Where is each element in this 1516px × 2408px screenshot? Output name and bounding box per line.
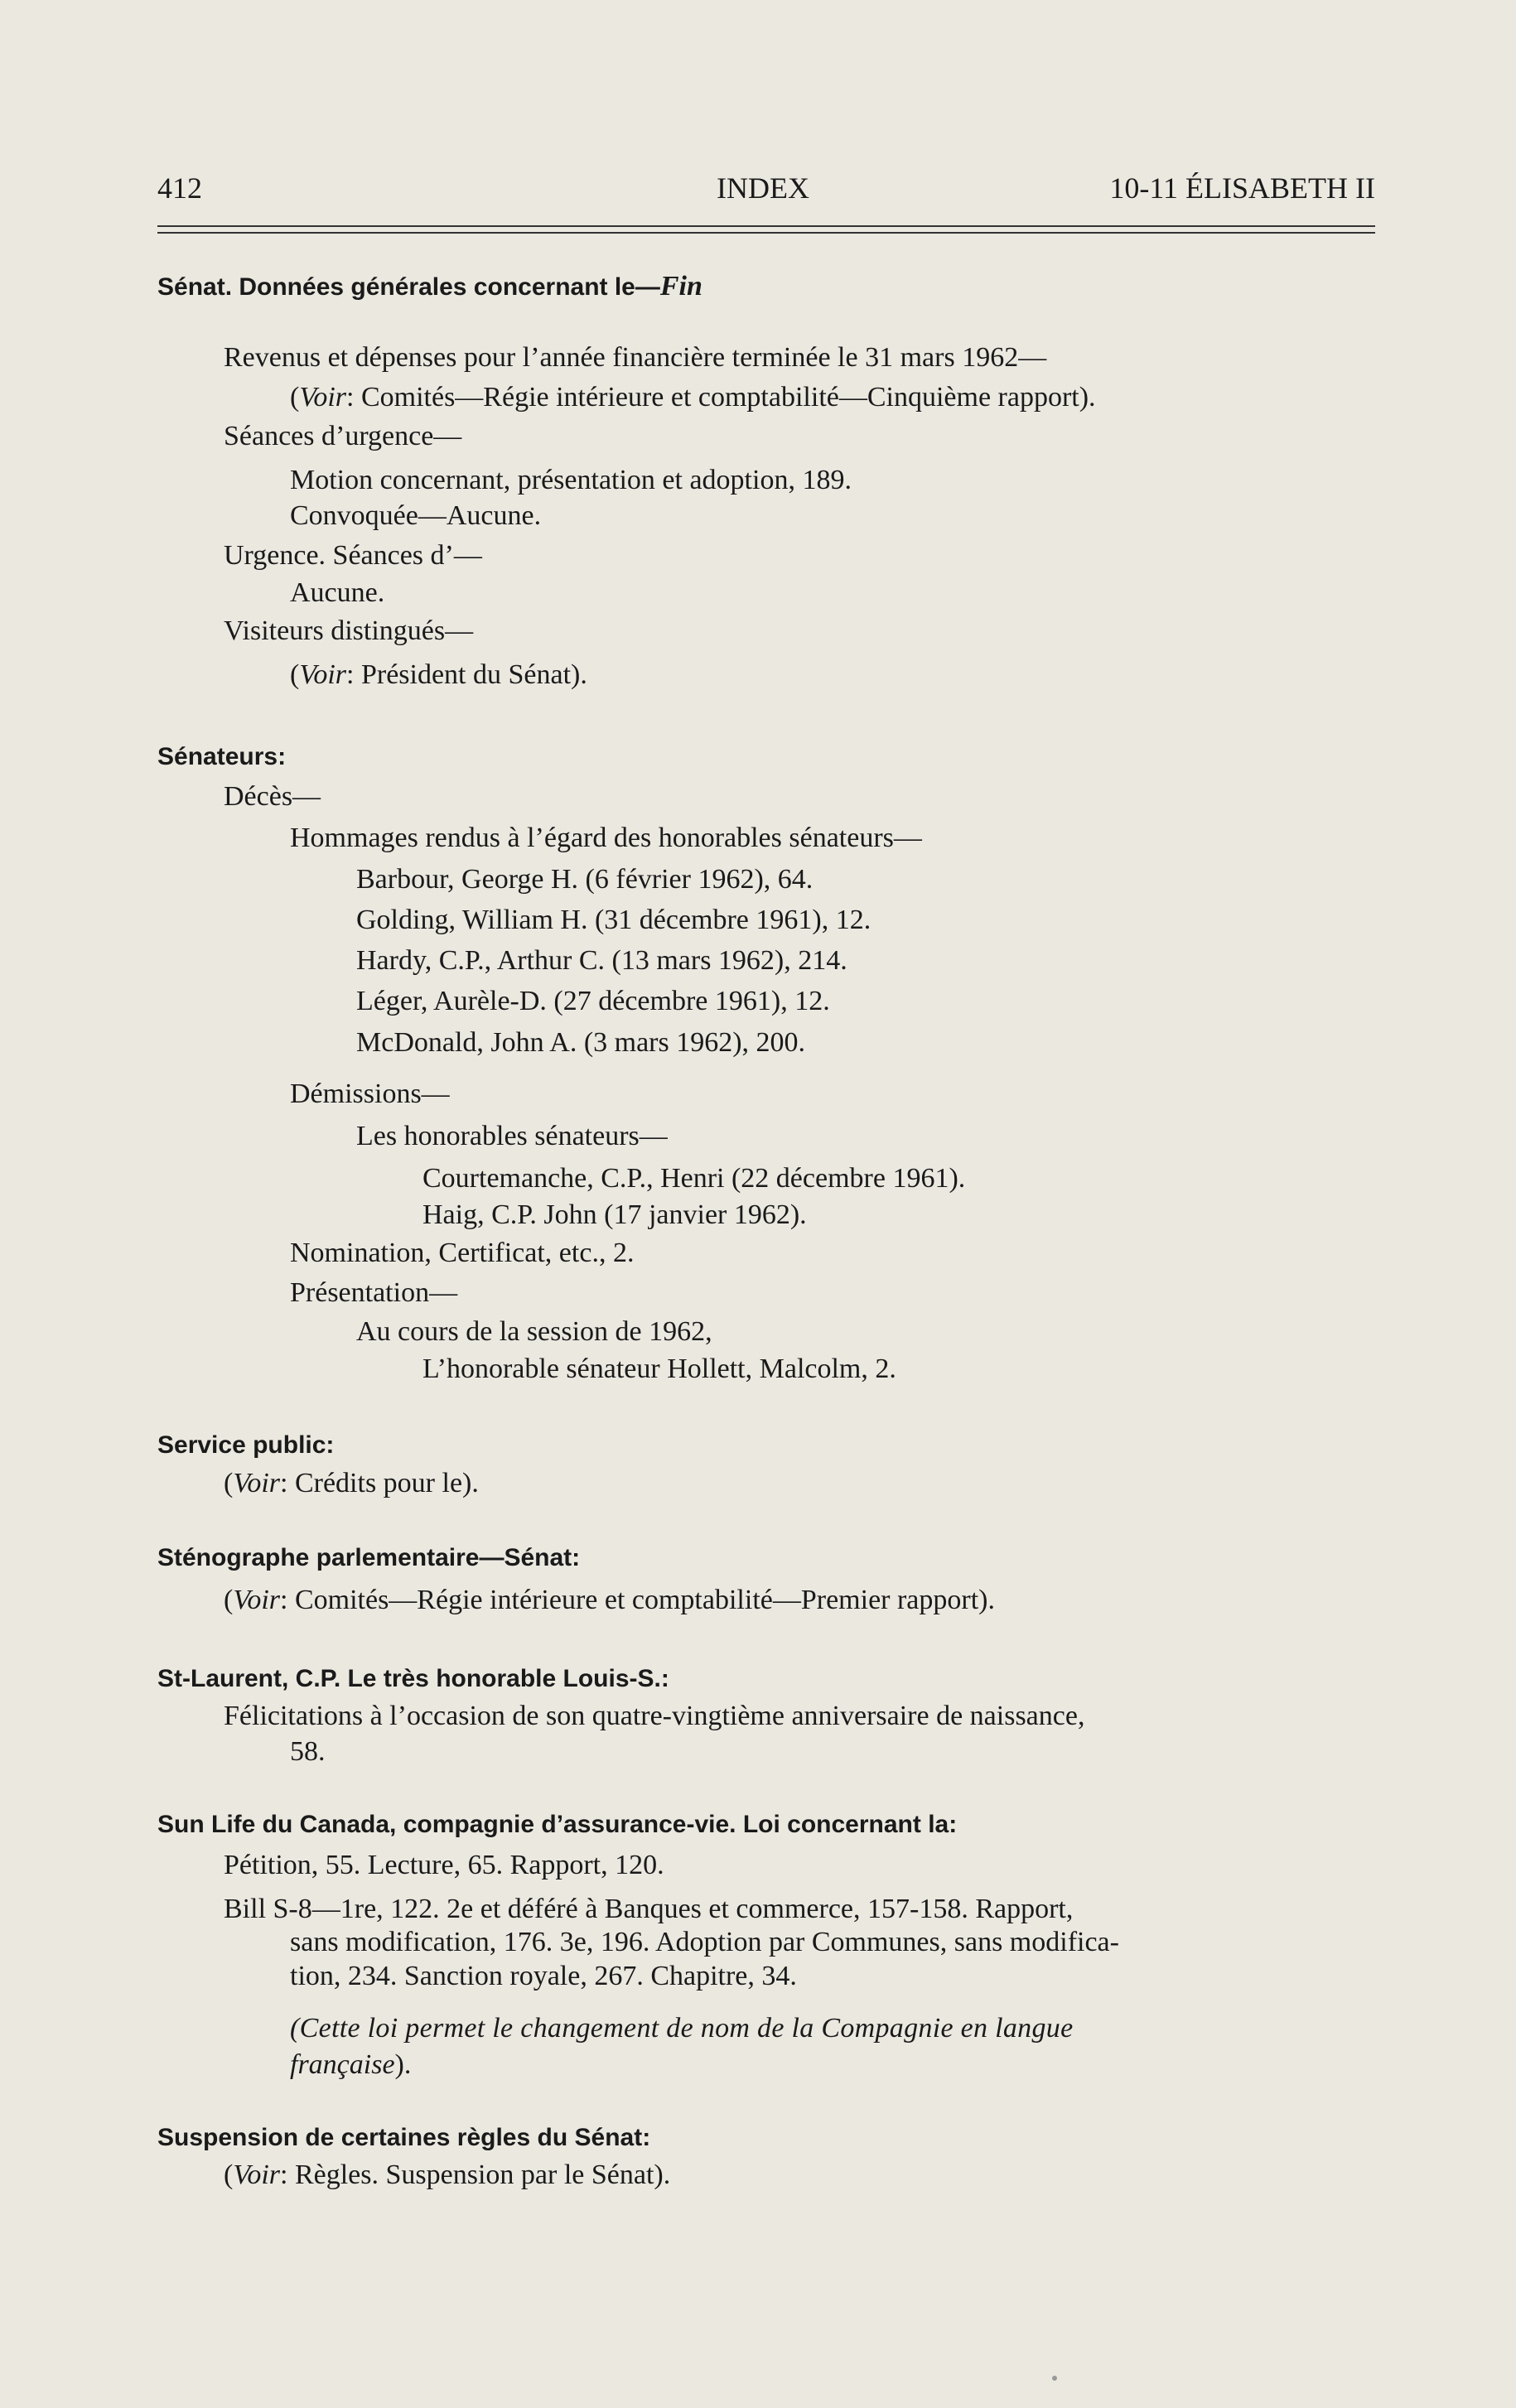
entry-heading-senateurs: Sénateurs: — [157, 743, 287, 770]
st-laurent-line-1: Félicitations à l’occasion de son quatre-vingtième anniversaire de naissance, — [224, 1701, 1085, 1731]
sun-life-note-line-1: (Cette loi permet le changement de nom de la Compagnie en langue — [290, 2013, 1074, 2044]
entry-heading-suspension: Suspension de certaines règles du Sénat: — [157, 2124, 651, 2151]
senateur-golding: Golding, William H. (31 décembre 1961), 12. — [356, 905, 871, 935]
senateurs-deces: Décès— — [224, 781, 321, 812]
sun-life-bill-line-1: Bill S-8—1re, 122. 2e et déféré à Banques et commerce, 157-158. Rapport, — [224, 1894, 1074, 1924]
senateur-hardy: Hardy, C.P., Arthur C. (13 mars 1962), 214. — [356, 945, 847, 976]
senat-visiteurs-ref: (Voir: Président du Sénat). — [290, 659, 587, 690]
entry-heading-service-public: Service public: — [157, 1431, 335, 1459]
service-public-ref: (Voir: Crédits pour le). — [224, 1468, 479, 1498]
sun-life-bill-line-2: sans modification, 176. 3e, 196. Adoption par Communes, sans modifica- — [290, 1927, 1119, 1957]
senateurs-les-honorables: Les honorables sénateurs— — [356, 1121, 668, 1151]
entry-heading-stenographe: Sténographe parlementaire—Sénat: — [157, 1544, 581, 1571]
entry-heading-sun-life: Sun Life du Canada, compagnie d’assurance-vie. Loi concernant la: — [157, 1811, 958, 1838]
senateurs-presentation: Présentation— — [290, 1277, 458, 1308]
senateur-leger: Léger, Aurèle-D. (27 décembre 1961), 12. — [356, 986, 830, 1016]
senat-urgence-aucune: Aucune. — [290, 577, 385, 608]
suspension-ref: (Voir: Règles. Suspension par le Sénat). — [224, 2159, 671, 2190]
senat-urgence-motion: Motion concernant, présentation et adoption, 189. — [290, 465, 852, 495]
entry-heading-st-laurent: St-Laurent, C.P. Le très honorable Louis-S.: — [157, 1665, 669, 1692]
running-head — [157, 171, 1375, 204]
senateurs-demissions: Démissions— — [290, 1079, 450, 1109]
senateur-hollett: L’honorable sénateur Hollett, Malcolm, 2. — [422, 1354, 896, 1384]
senat-urgence-heading: Séances d’urgence— — [224, 421, 462, 451]
sun-life-petition: Pétition, 55. Lecture, 65. Rapport, 120. — [224, 1850, 664, 1880]
senat-visiteurs-heading: Visiteurs distingués— — [224, 615, 474, 646]
sun-life-bill-line-3: tion, 234. Sanction royale, 267. Chapitre, 34. — [290, 1961, 797, 1991]
sun-life-note-line-2: française). — [290, 2049, 412, 2080]
senateur-haig: Haig, C.P. John (17 janvier 1962). — [422, 1199, 807, 1230]
entry-heading-senat: Sénat. Données générales concernant le—Fin — [157, 271, 702, 302]
senat-revenus-line: Revenus et dépenses pour l’année financière terminée le 31 mars 1962— — [224, 342, 1047, 373]
senateur-barbour: Barbour, George H. (6 février 1962), 64. — [356, 864, 814, 895]
senateur-mcdonald: McDonald, John A. (3 mars 1962), 200. — [356, 1027, 806, 1058]
senat-revenus-ref: (Voir: Comités—Régie intérieure et comptabilité—Cinquième rapport). — [290, 382, 1096, 413]
senat-urgence-convoquee: Convoquée—Aucune. — [290, 500, 542, 531]
senateur-courtemanche: Courtemanche, C.P., Henri (22 décembre 1961). — [422, 1163, 966, 1194]
header-rule-top — [157, 225, 1375, 227]
page-number: 412 — [157, 171, 202, 205]
senateurs-session: Au cours de la session de 1962, — [356, 1316, 712, 1347]
stenographe-ref: (Voir: Comités—Régie intérieure et comptabilité—Premier rapport). — [224, 1585, 995, 1615]
senat-urgence-seances: Urgence. Séances d’— — [224, 540, 482, 571]
header-rule-bottom — [157, 232, 1375, 234]
senateurs-hommages: Hommages rendus à l’égard des honorables sénateurs— — [290, 823, 922, 853]
paper-speck — [1052, 2376, 1057, 2381]
section-title: INDEX — [717, 171, 809, 205]
reign-label: 10-11 ÉLISABETH II — [1109, 171, 1375, 205]
senateurs-nomination: Nomination, Certificat, etc., 2. — [290, 1238, 635, 1268]
st-laurent-line-2: 58. — [290, 1736, 326, 1767]
